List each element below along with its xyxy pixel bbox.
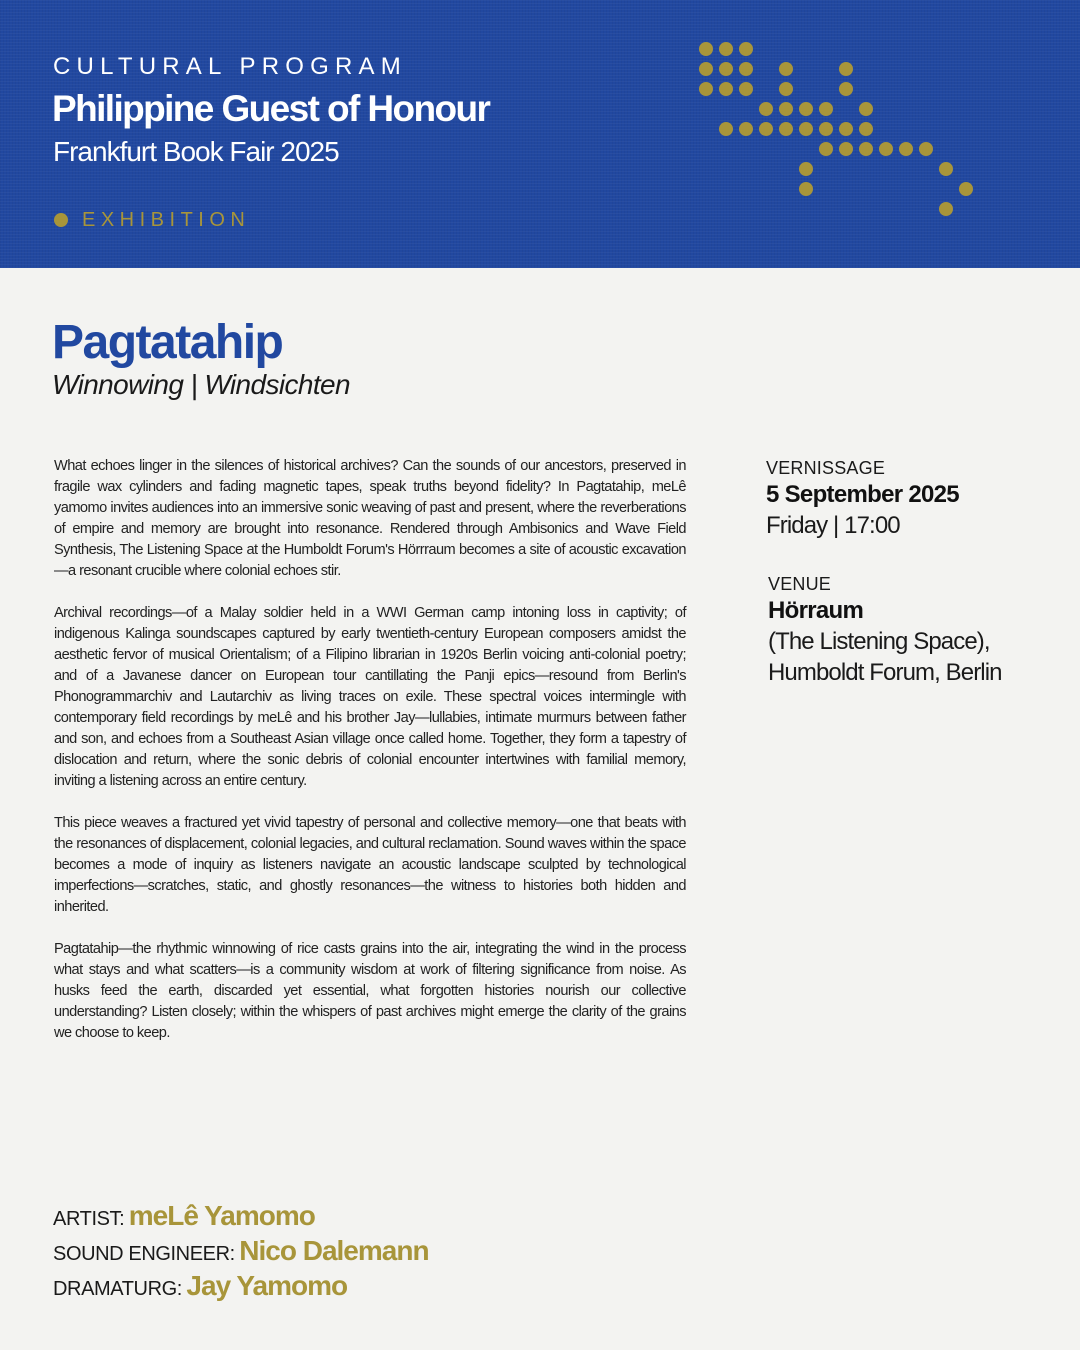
credit-dramaturg	[53, 1268, 429, 1303]
credit-name: meLê Yamomo	[128, 1200, 315, 1231]
header-banner	[0, 0, 1080, 268]
bullet-dot-icon	[54, 213, 68, 227]
venue-address: Humboldt Forum, Berlin	[768, 659, 1002, 686]
category-label: EXHIBITION	[82, 208, 251, 231]
program-title: Philippine Guest of Honour	[52, 88, 490, 129]
exhibition-subtitle: Winnowing | Windsichten	[52, 369, 351, 400]
credit-name: Nico Dalemann	[239, 1235, 429, 1266]
credit-role: DRAMATURG:	[53, 1278, 182, 1300]
credit-artist	[53, 1198, 429, 1233]
description-paragraph: What echoes linger in the silences of historical archives? Can the sounds of our ancestors, preserved in fragile wax cylinders and fading magnetic tapes, speak truths beyond fidelity? In Pagtatahip, meLê yamomo invites audiences into an immersive sonic weaving of past and present, where the reverberations of empire and memory are brought into resonance. Rendered through Ambisonics and Wave Field Synthesis, The Listening Space at the Humboldt Forum's Hörrraum becomes a site of acoustic excavation—a resonant crucible where colonial echoes stir.	[54, 458, 686, 579]
vernissage-label: VERNISSAGE	[766, 458, 886, 478]
exhibition-title: Pagtatahip	[52, 316, 283, 369]
program-subtitle: Frankfurt Book Fair 2025	[53, 136, 339, 167]
description-paragraph: Pagtatahip—the rhythmic winnowing of rice casts grains into the air, integrating the wind in the process what stays and what scatters—is a community wisdom at work of filtering significance from noise. As husks feed the earth, discarded yet essential, what forgotten histories nourish our collective understanding? Listen closely; within the whispers of past archives might emerge the clarity of the grains we choose to keep.	[54, 941, 686, 1041]
description-paragraph: This piece weaves a fractured yet vivid tapestry of personal and collective memory—one that beats with the resonances of displacement, colonial legacies, and cultural reclamation. Sound waves within the space becomes a mode of inquiry as listeners navigate an acoustic landscape sculpted by technological imperfections—scratches, static, and ghostly resonances—the witness to histories both hidden and inherited.	[54, 815, 686, 915]
description-paragraph: Archival recordings—of a Malay soldier held in a WWI German camp intoning loss in captivity; of indigenous Kalinga soundscapes captured by early twentieth-century European composers amidst the aesthetic fervor of musical Orientalism; of a Filipino librarian in 1920s Berlin voicing anti-colonial poetry; and of a Javanese dancer on European tour cantillating the Panji epics—resound from Berlin's Phonogrammarchiv and Lautarchiv as living traces on exile. These spectral voices intermingle with contemporary field recordings by meLê and his brother Jay—lullabies, intimate murmurs between father and son, and echoes from a Southeast Asian village once called home. Together, they form a tapestry of dislocation and return, where the sonic debris of colonial encounter intertwines with familial memory, inviting a listening across an entire century.	[54, 605, 686, 789]
vernissage-day-time: Friday | 17:00	[766, 512, 900, 539]
venue-detail: (The Listening Space),	[768, 628, 990, 655]
credit-name: Jay Yamomo	[186, 1270, 348, 1301]
credit-role: SOUND ENGINEER:	[53, 1243, 235, 1265]
credits-list	[53, 1198, 429, 1303]
program-kicker: CULTURAL PROGRAM	[53, 53, 407, 80]
venue-block	[768, 573, 1068, 688]
category-tag	[54, 207, 250, 233]
credit-role: ARTIST:	[53, 1208, 125, 1230]
credit-sound-engineer	[53, 1233, 429, 1268]
exhibition-description	[54, 456, 686, 1065]
vernissage-date: 5 September 2025	[766, 481, 959, 508]
venue-label: VENUE	[768, 574, 832, 594]
venue-name: Hörraum	[768, 597, 864, 624]
vernissage-block	[766, 457, 1066, 541]
